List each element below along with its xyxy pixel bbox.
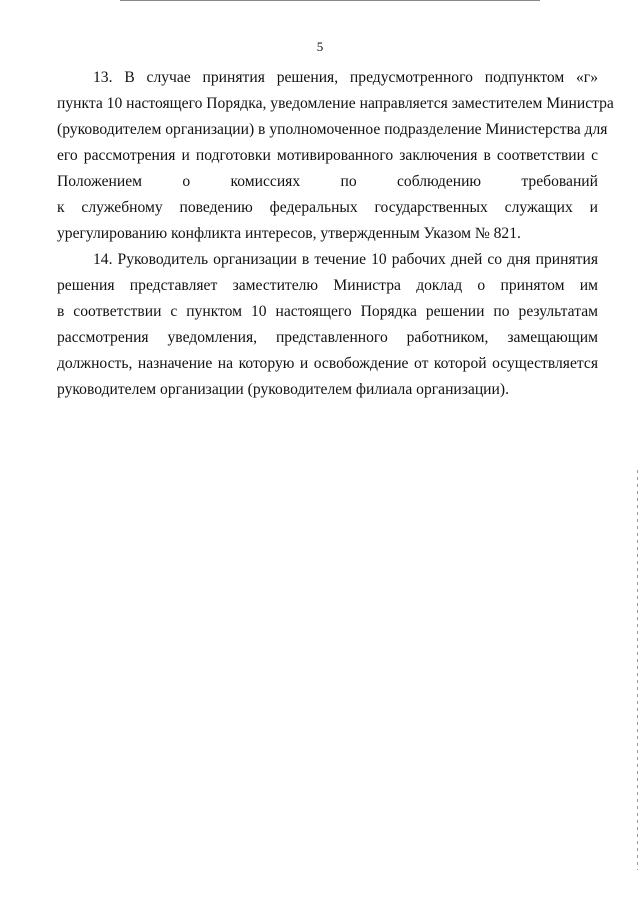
paragraph-line: пункта 10 настоящего Порядка, уведомление направляется заместителем Министра — [57, 95, 614, 112]
paragraph-line: урегулированию конфликта интересов, утвержденным Указом № 821. — [57, 225, 521, 242]
paragraph-line: руководителем организации (руководителем филиала организации). — [57, 381, 509, 398]
paragraph-13 — [57, 65, 614, 247]
scan-margin-marks — [637, 470, 638, 870]
paragraph-14 — [57, 247, 598, 403]
page-number: 5 — [316, 39, 324, 54]
paragraph-line: рассмотрения уведомления, представленного работником, замещающим — [57, 329, 598, 346]
paragraph-line: 13. В случае принятия решения, предусмотренного подпунктом «г» — [93, 69, 598, 86]
paragraph-line: (руководителем организации) в уполномоченное подразделение Министерства для — [57, 121, 608, 138]
paragraph-line: Положением о комиссиях по соблюдению требований — [57, 173, 598, 190]
paragraph-line: его рассмотрения и подготовки мотивированного заключения в соответствии с — [57, 147, 598, 164]
paragraph-line: в соответствии с пунктом 10 настоящего Порядка решении по результатам — [57, 303, 598, 320]
paragraph-line: к служебному поведению федеральных государственных служащих и — [57, 199, 598, 216]
paragraph-line: 14. Руководитель организации в течение 10 рабочих дней со дня принятия — [93, 251, 598, 268]
scan-edge-line — [120, 0, 540, 1]
paragraph-line: решения представляет заместителю Министра доклад о принятом им — [57, 277, 598, 294]
paragraph-line: должность, назначение на которую и освобождение от которой осуществляется — [57, 355, 598, 372]
